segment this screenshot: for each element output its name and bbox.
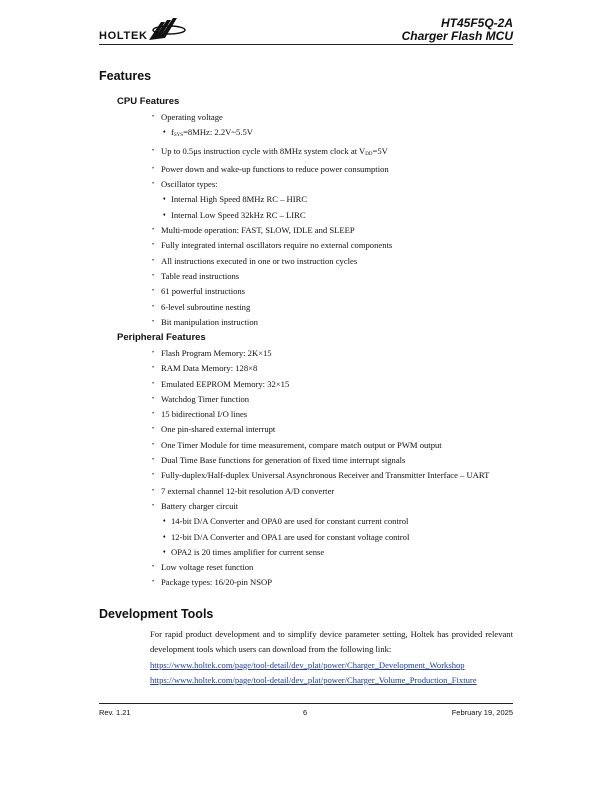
development-tools-heading: Development Tools (99, 607, 214, 621)
feature-item: • Oscillator types: (152, 177, 392, 192)
feature-item: • Emulated EEPROM Memory: 32×15 (152, 377, 489, 392)
feature-item: • One Timer Module for time measurement, compare match output or PWM output (152, 438, 489, 453)
part-number: HT45F5Q-2A (440, 16, 513, 30)
feature-item: • 7 external channel 12-bit resolution A/D converter (152, 484, 489, 499)
feature-item: • Table read instructions (152, 269, 392, 284)
feature-item: ♦ 12-bit D/A Converter and OPA1 are used for constant voltage control (163, 530, 489, 545)
feature-item: ♦ OPA2 is 20 times amplifier for current sense (163, 545, 489, 560)
feature-item: • RAM Data Memory: 128×8 (152, 361, 489, 376)
holtek-logo (99, 14, 189, 42)
development-tools-body (150, 627, 513, 688)
feature-item: • Fully-duplex/Half-duplex Universal Asynchronous Receiver and Transmitter Interface – UART (152, 468, 489, 483)
feature-item: • Operating voltage (152, 110, 392, 125)
svg-text:HOLTEK: HOLTEK (99, 30, 147, 42)
feature-item: • 6-level subroutine nesting (152, 300, 392, 315)
feature-item: • Power down and wake-up functions to reduce power consumption (152, 162, 392, 177)
peripheral-features-list (152, 346, 489, 591)
feature-item: • Package types: 16/20-pin NSOP (152, 575, 489, 590)
feature-item: • One pin-shared external interrupt (152, 422, 489, 437)
feature-item: • Bit manipulation instruction (152, 315, 392, 330)
doc-subtitle: Charger Flash MCU (401, 29, 513, 43)
feature-item: • Up to 0.5μs instruction cycle with 8MHz system clock at $V_{DD}=5V$ (152, 144, 392, 162)
cpu-features-heading: CPU Features (117, 96, 180, 107)
header-rule (99, 44, 513, 45)
feature-item: • Low voltage reset function (152, 560, 489, 575)
page-number: 6 (303, 708, 308, 717)
footer-rule (99, 703, 513, 704)
features-heading: Features (99, 69, 152, 83)
development-tools-text: For rapid product development and to simplify device parameter setting, Holtek has provided relevant development tools which users can download from the following link: (150, 629, 513, 655)
feature-item: ♦ Internal Low Speed 32kHz RC – LIRC (163, 208, 392, 223)
feature-item: ♦ Internal High Speed 8MHz RC – HIRC (163, 192, 392, 207)
feature-item: • Fully integrated internal oscillators require no external components (152, 238, 392, 253)
feature-item: • 15 bidirectional I/O lines (152, 407, 489, 422)
feature-item: • All instructions executed in one or two instruction cycles (152, 254, 392, 269)
production-fixture-link[interactable]: https://www.holtek.com/page/tool-detail/dev_plat/power/Charger_Volume_Production_Fixture (150, 674, 477, 685)
feature-item: • Flash Program Memory: 2K×15 (152, 346, 489, 361)
feature-item: ♦ 14-bit D/A Converter and OPA0 are used for constant current control (163, 514, 489, 529)
revision: Rev. 1.21 (99, 708, 131, 717)
cpu-features-list (152, 110, 392, 330)
feature-item: ♦ $f_{SYS}=8MHz$: 2.2V~5.5V (163, 125, 392, 143)
date: February 19, 2025 (451, 708, 513, 717)
workshop-link[interactable]: https://www.holtek.com/page/tool-detail/dev_plat/power/Charger_Development_Workshop (150, 659, 465, 670)
peripheral-features-heading: Peripheral Features (117, 332, 206, 343)
feature-item: • Watchdog Timer function (152, 392, 489, 407)
feature-item: • 61 powerful instructions (152, 284, 392, 299)
feature-item: • Battery charger circuit (152, 499, 489, 514)
feature-item: • Dual Time Base functions for generation of fixed time interrupt signals (152, 453, 489, 468)
feature-item: • Multi-mode operation: FAST, SLOW, IDLE and SLEEP (152, 223, 392, 238)
